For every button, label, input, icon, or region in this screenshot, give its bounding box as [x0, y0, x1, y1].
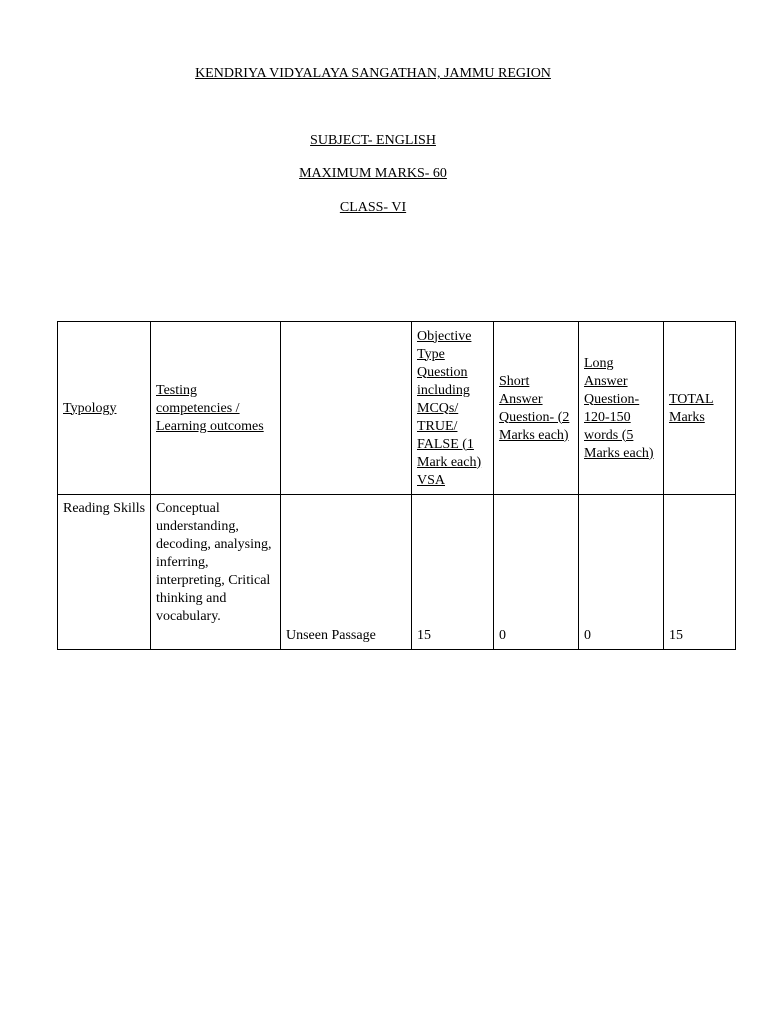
table-row	[58, 495, 736, 650]
cell-typology: Reading Skills	[58, 495, 151, 650]
table-header-row	[58, 322, 736, 495]
cell-long-answer: 0	[579, 495, 664, 650]
column-header-section	[281, 322, 412, 495]
cell-objective: 15	[412, 495, 494, 650]
column-header-competencies: Testing competencies / Learning outcomes	[151, 322, 281, 495]
column-header-total: TOTAL Marks	[664, 322, 736, 495]
subject-title: SUBJECT- ENGLISH	[310, 133, 436, 148]
cell-short-answer: 0	[494, 495, 579, 650]
column-header-short-answer: Short Answer Question- (2 Marks each)	[494, 322, 579, 495]
column-header-long-answer: Long Answer Question- 120-150 words (5 Marks each)	[579, 322, 664, 495]
max-marks-title: MAXIMUM MARKS- 60	[299, 166, 447, 181]
organization-title: KENDRIYA VIDYALAYA SANGATHAN, JAMMU REGION	[195, 66, 551, 81]
column-header-objective: Objective Type Question including MCQs/ TRUE/ FALSE (1 Mark each) VSA	[412, 322, 494, 495]
cell-competencies: Conceptual understanding, decoding, analysing, inferring, interpreting, Critical thinking and vocabulary.	[151, 495, 281, 650]
class-title: CLASS- VI	[339, 200, 407, 215]
question-blueprint-table	[57, 321, 736, 650]
column-header-typology: Typology	[58, 322, 151, 495]
cell-total: 15	[664, 495, 736, 650]
cell-section: Unseen Passage	[281, 495, 412, 650]
